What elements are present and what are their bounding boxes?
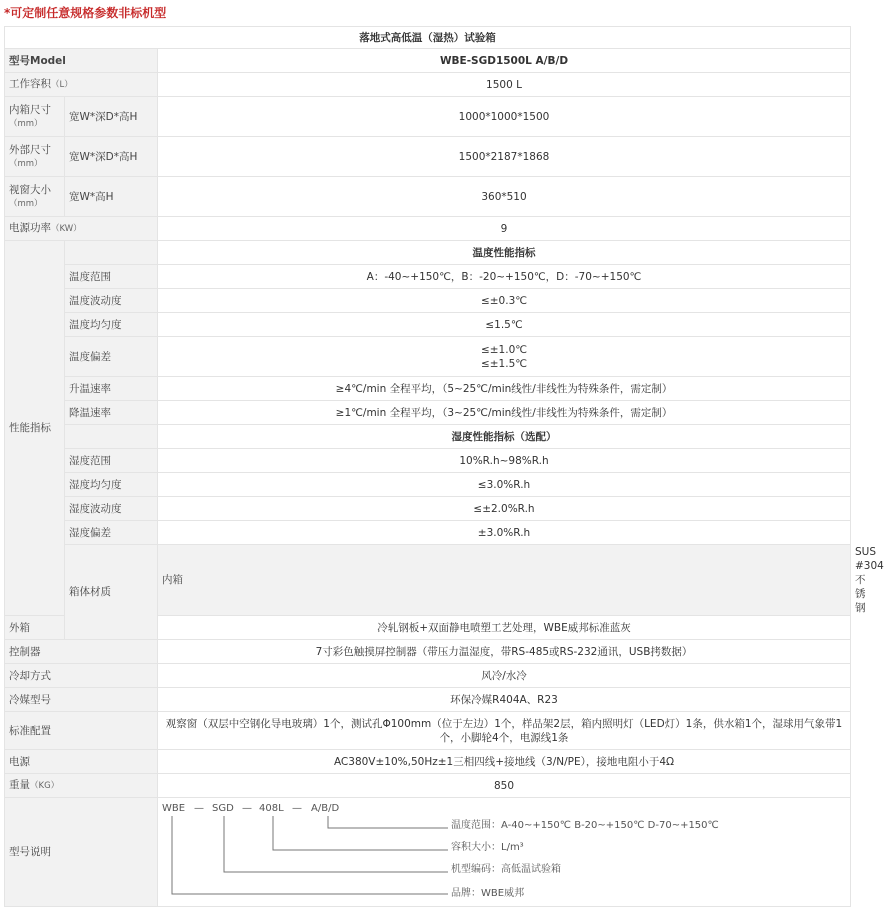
- model-code-part: SGD: [212, 803, 234, 814]
- model-value: WBE-SGD1500L A/B/D: [158, 49, 851, 73]
- hum-fluctuation-label: 湿度波动度: [65, 497, 158, 521]
- cooling-rate-label: 降温速率: [65, 401, 158, 425]
- power-label: 电源功率（KW）: [5, 217, 158, 241]
- hum-fluctuation-value: ≤±2.0%R.h: [158, 497, 851, 521]
- inner-size-sub: 宽W*深D*高H: [65, 97, 158, 137]
- legend-temp-range: 温度范围：A-40~+150℃ B-20~+150℃ D-70~+150℃: [451, 820, 719, 831]
- hum-range-label: 湿度范围: [65, 449, 158, 473]
- table-row: [5, 798, 851, 907]
- spec-table: [4, 26, 884, 907]
- temp-header-spacer: [65, 241, 158, 265]
- table-row: [5, 688, 851, 712]
- table-row: 箱体材质 内箱 SUS #304不锈钢: [5, 545, 851, 616]
- window-size-label: 视窗大小 （mm）: [5, 177, 65, 217]
- model-code-sep: —: [194, 803, 204, 814]
- table-row: [5, 750, 851, 774]
- table-row: [5, 473, 851, 497]
- power-value: 9: [158, 217, 851, 241]
- temp-range-value: A：-40~+150℃，B：-20~+150℃，D：-70~+150℃: [158, 265, 851, 289]
- outer-size-label: 外部尺寸 （mm）: [5, 137, 65, 177]
- table-row: [5, 73, 851, 97]
- outer-box-label: 外箱: [5, 616, 65, 640]
- table-row: [5, 337, 851, 377]
- table-row: [5, 177, 851, 217]
- heating-rate-value: ≥4℃/min 全程平均，（5~25℃/min线性/非线性为特殊条件，需定制）: [158, 377, 851, 401]
- model-code-sep: —: [292, 803, 302, 814]
- temp-deviation-label: 温度偏差: [65, 337, 158, 377]
- hum-uniformity-value: ≤3.0%R.h: [158, 473, 851, 497]
- table-row: [5, 497, 851, 521]
- table-row: [5, 712, 851, 750]
- refrigerant-value: 环保冷媒R404A、R23: [158, 688, 851, 712]
- table-row: [5, 377, 851, 401]
- hum-header-spacer: [65, 425, 158, 449]
- inner-box-label: 内箱: [158, 545, 851, 616]
- supply-value: AC380V±10%,50Hz±1三相四线+接地线（3/N/PE），接地电阻小于4Ω: [158, 750, 851, 774]
- standard-config-label: 标准配置: [5, 712, 158, 750]
- hum-deviation-value: ±3.0%R.h: [158, 521, 851, 545]
- table-row: [5, 241, 851, 265]
- legend-brand: 品牌：WBE威邦: [451, 888, 525, 899]
- legend-volume: 容积大小：L/m³: [451, 842, 524, 853]
- refrigerant-label: 冷媒型号: [5, 688, 158, 712]
- table-row: [5, 401, 851, 425]
- weight-label: 重量（KG）: [5, 774, 158, 798]
- inner-size-value: 1000*1000*1500: [158, 97, 851, 137]
- model-explain-label: 型号说明: [5, 798, 158, 907]
- table-row: [5, 521, 851, 545]
- temp-uniformity-label: 温度均匀度: [65, 313, 158, 337]
- model-code-part: 408L: [259, 803, 284, 814]
- table-row: [5, 265, 851, 289]
- table-row: [5, 217, 851, 241]
- capacity-value: 1500 L: [158, 73, 851, 97]
- table-title-row: [5, 27, 851, 49]
- controller-label: 控制器: [5, 640, 158, 664]
- temp-deviation-value: ≤±1.0℃ ≤±1.5℃: [158, 337, 851, 377]
- table-row: [5, 425, 851, 449]
- outer-box-value: 冷轧钢板+双面静电喷塑工艺处理，WBE威邦标准蓝灰: [158, 616, 851, 640]
- model-label: 型号Model: [5, 49, 158, 73]
- custom-notice: *可定制任意规格参数非标机型: [4, 6, 167, 20]
- table-row: [5, 49, 851, 73]
- table-row: [5, 289, 851, 313]
- model-code-diagram: [158, 798, 848, 906]
- heating-rate-label: 升温速率: [65, 377, 158, 401]
- cooling-method-value: 风冷/水冷: [158, 664, 851, 688]
- temp-fluctuation-value: ≤±0.3℃: [158, 289, 851, 313]
- volume-connector: [273, 816, 448, 850]
- outer-size-sub: 宽W*深D*高H: [65, 137, 158, 177]
- table-row: [5, 137, 851, 177]
- table-row: [5, 774, 851, 798]
- model-code-part: A/B/D: [311, 803, 340, 814]
- range-connector: [328, 816, 448, 828]
- inner-size-label: 内箱尺寸 （mm）: [5, 97, 65, 137]
- hum-perf-header: 湿度性能指标（选配）: [158, 425, 851, 449]
- cooling-rate-value: ≥1℃/min 全程平均，（3~25℃/min线性/非线性为特殊条件，需定制）: [158, 401, 851, 425]
- hum-range-value: 10%R.h~98%R.h: [158, 449, 851, 473]
- table-row: [5, 313, 851, 337]
- hum-uniformity-label: 湿度均匀度: [65, 473, 158, 497]
- temp-uniformity-value: ≤1.5℃: [158, 313, 851, 337]
- standard-config-value: 观察窗（双层中空钢化导电玻璃）1个，测试孔Φ100mm（位于左边）1个，样品架2层，箱内照明灯（LED灯）1条，供水箱1个，湿球用气象带1 个，小脚轮4个，电源线1条: [158, 712, 851, 750]
- temp-perf-header: 温度性能指标: [158, 241, 851, 265]
- table-row: [5, 97, 851, 137]
- temp-range-label: 温度范围: [65, 265, 158, 289]
- table-title: 落地式高低温（湿热）试验箱: [5, 27, 851, 49]
- window-size-sub: 宽W*高H: [65, 177, 158, 217]
- table-row: [5, 449, 851, 473]
- supply-label: 电源: [5, 750, 158, 774]
- capacity-label: 工作容积（L）: [5, 73, 158, 97]
- performance-label: 性能指标: [5, 241, 65, 616]
- table-row: [5, 640, 851, 664]
- controller-value: 7寸彩色触摸屏控制器（带压力温湿度，带RS-485或RS-232通讯，USB拷数据）: [158, 640, 851, 664]
- window-size-value: 360*510: [158, 177, 851, 217]
- legend-series-code: 机型编码：高低温试验箱: [451, 864, 561, 875]
- weight-value: 850: [158, 774, 851, 798]
- series-connector: [224, 816, 448, 872]
- model-code-sep: —: [242, 803, 252, 814]
- table-row: [5, 664, 851, 688]
- material-label: 箱体材质: [65, 545, 158, 640]
- model-explain-cell: [158, 798, 851, 907]
- temp-fluctuation-label: 温度波动度: [65, 289, 158, 313]
- outer-size-value: 1500*2187*1868: [158, 137, 851, 177]
- model-code-part: WBE: [162, 803, 186, 814]
- cooling-method-label: 冷却方式: [5, 664, 158, 688]
- hum-deviation-label: 湿度偏差: [65, 521, 158, 545]
